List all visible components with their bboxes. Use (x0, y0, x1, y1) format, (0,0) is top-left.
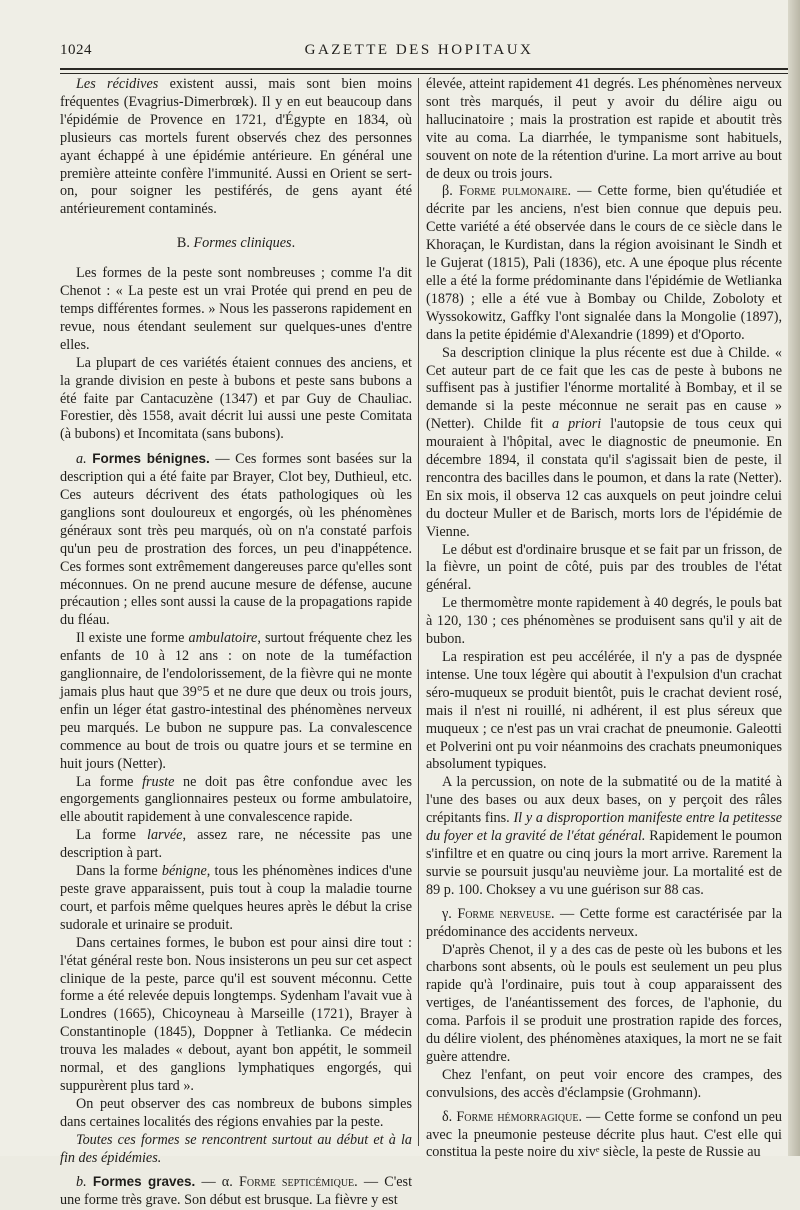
paragraph: La plupart de ces variétés étaient connues des anciens, et la grande division en peste à bubons et peste sans bubons a été faite par Cantacuzène (1347) et par Guy de Chauliac. Forestier, dès 1558, avait décrit lui aussi une peste Comitata (à bubons) et Incomitata (sans bubons). (60, 354, 412, 443)
paragraph: D'après Chenot, il y a des cas de peste où les bubons et les charbons sont absents, où le pouls est seulement un peu plus rapide qu'à l'ordinaire, puis tout à coup apparaissent des vertiges, de l'anéantissement des forces, de l'aphonie, du coma. Parfois il se produit une prostration rapide des forces, du délire violent, des phénomènes ataxiques, la mort ne se fait guère attendre. (426, 941, 782, 1065)
paragraph: a. Formes bénignes. — Ces formes sont basées sur la description qui a été faite par Brayer, Clot bey, Duthieul, etc. Ces auteurs décrivent des états pathologiques où les ganglions sont douloureux et engorgés, où les phénomènes généraux sont très peu marqués, où on n'a constaté parfois qu'un peu de prostration des forces, un peu d'inappétence. Ces formes sont extrêmement dangereuses parce qu'elles sont méconnues. On ne prend aucune mesure de défense, aucune précaution ; elles sont aussi la cause de la propagations rapide du fléau. (60, 451, 413, 629)
paragraph: Dans la forme bénigne, tous les phénomènes indices d'une peste grave apparaissent, puis tout à coup la maladie tourne court, et parfois même quelques heures après le début la crise sudorale et urinaire se produit. (60, 863, 412, 933)
paragraph: β. Forme pulmonaire. — Cette forme, bien qu'étudiée et décrite par les anciens, n'est bien connue que depuis peu. Cette variété a été observée dans le cours de ce siècle dans le Khoraçan, le Kurdistan, dans la région avoisinant le Sindh et le Gujerat (1815), Pali (1836), etc. A une époque plus récente elle a été la forme prédominante dans l'épidémie de Wetlianka (1878) ; elle a été vue à Bombay ou Childe, Zobolоty et Wyssokowitz, Gaffky l'ont signalée dans la Mongolie (1897), dans la petite épidémie d'Alexandrie (1899) et d'Oporto. (426, 183, 783, 343)
right-column (426, 76, 782, 1162)
paragraph: On peut observer des cas nombreux de bubons simples dans certaines localités des régions envahies par la peste. (60, 1095, 412, 1130)
section-heading: B. Formes cliniques. (176, 235, 296, 252)
paragraph: Les récidives existent aussi, mais sont bien moins fréquentes (Evagrius-Dimerbrœk). Il y en eut beaucoup dans l'épidémie de Provence en 1721, d'Égypte en 1834, où plusieurs cas mortels furent observés chez des personnes ayant échappé à une épidémie antérieure. En général une première atteinte confère l'immunité. Aussi en Orient se sert-on, pour soigner les pestiférés, de gens ayant été antérieurement contaminés. (60, 76, 413, 218)
paragraph: Le thermomètre monte rapidement à 40 degrés, le pouls bat à 120, 130 ; ces phénomènes se produisent sans qu'il y ait de bubon. (426, 595, 782, 648)
column-divider (418, 78, 419, 1146)
paragraph: Chez l'enfant, on peut voir encore des crampes, des convulsions, des accès d'éclampsie (Grohmann). (426, 1066, 782, 1101)
header-rule-thick (60, 68, 788, 70)
paragraph: δ. Forme hémorragique. — Cette forme se confond un peu avec la pneumonie pesteuse décrite plus haut. C'est elle qui constitua la peste noire du xivᵉ siècle, la peste de Russie au (426, 1108, 783, 1161)
paragraph: Dans certaines formes, le bubon est pour ainsi dire tout : l'état général reste bon. Nous insisterons un peu sur cet aspect clinique de la peste, parce qu'il est souvent méconnu. Cette forme a été relevée depuis longtemps. Sydenham l'avait vue à Londres (1665), Chicoyneau à Marseille (1721), Brayer à Constantinople (1845), Doppner à Tetlianka. Ce médecin trouva les malades « debout, ayant bon appétit, le sommeil normal, et des ganglions lymphatiques engorgés, qui suppurèrent plus tard ». (60, 934, 412, 1094)
paragraph: Sa description clinique la plus récente est due à Childe. « Cet auteur part de ce fait que les cas de peste à bubons ne suffisent pas à justifier l'énorme mortalité à Bombay, et il se demande si la peste méconnue ne serait pas en cause » (Netter). Childe fit a priori l'autopsie de tous ceux qui mouraient à l'hôpital, avec le diagnostic de pneumonie. En décembre 1894, il constata qu'il s'agissait bien de peste, il rencontra des bacilles dans le poumon, et dans la rate (Netter). En six mois, il observa 12 cas auxquels on peut joindre celui du docteur Muller et de Barisch, morts lors de l'épidémie de Vienne. (426, 344, 783, 540)
paragraph: A la percussion, on note de la submatité ou de la matité à l'une des bases ou aux deux bases, on y perçoit des râles crépitants fins. Il y a disproportion manifeste entre la petitesse du foyer et la gravité de l'état général. Rapidement le poumon s'infiltre et en quatre ou cinq jours la mort arrive. Rarement la survie se poursuit jusqu'au neuvième jour. La mortalité est de 89 p. 100. Choksey a vu une guérison sur 88 cas. (426, 774, 783, 898)
paragraph: γ. Forme nerveuse. — Cette forme est caractérisée par la prédominance des accidents nerveux. (426, 905, 782, 940)
paragraph: La respiration est peu accélérée, il n'y a pas de dyspnée intense. Une toux légère qui aboutit à l'expulsion d'un crachat séro-muqueux se produit bientôt, puis le crachat devient rosé, mais il n'est ni rouillé, ni adhérent, il est plus séreux que muqueux ; ce n'est pas un vrai crachat de pneumonie. Galeotti et Polverini ont pu voir néanmoins des crachats pneumoniques absolument typiques. (426, 649, 782, 773)
paragraph: Toutes ces formes se rencontrent surtout au début et à la fin des épidémies. (60, 1131, 412, 1166)
header-rule-thin (60, 73, 788, 74)
page-edge-shadow (788, 0, 800, 1156)
page-header (60, 42, 778, 64)
paragraph: b. Formes graves. — α. Forme septicémique. — C'est une forme très grave. Son début est brusque. La fièvre y est (60, 1174, 413, 1209)
paragraph: Il existe une forme ambulatoire, surtout fréquente chez les enfants de 10 à 12 ans : on note de la tuméfaction ganglionnaire, de l'endolorissement, de la fièvre qui ne monte jamais plus haut que 39°5 et ne dure que deux ou trois jours, enfin un léger état gastro-intestinal des phénomènes nerveux peu marqués. Le bubon ne suppure pas. La convalescence commence au bout de trois ou quatre jours et se termine en huit jours (Netter). (60, 630, 412, 772)
paragraph: Les formes de la peste sont nombreuses ; comme l'a dit Chenot : « La peste est un vrai Protée qui prend en peu de temps différentes formes. » Nous les passerons rapidement en revue, nous étendant seulement sur quelques-unes d'entre elles. (60, 265, 412, 353)
paragraph: La forme larvée, assez rare, ne nécessite pas une description à part. (60, 827, 412, 862)
journal-title: GAZETTE DES HOPITAUX (304, 42, 534, 58)
paragraph: La forme fruste ne doit pas être confondue avec les engorgements ganglionnaires pesteux ou forme ambulatoire, elle aboutit rapidement à une convalescence rapide. (60, 773, 412, 826)
left-column (60, 76, 412, 1210)
paragraph: élevée, atteint rapidement 41 degrés. Les phénomènes nerveux sont très marqués, il peut y avoir du délire aigu ou hallucinatoire ; mais la prostration est rapide et aboutit très vite au coma. La diarrhée, le tympanisme sont habituels, souvent on note de la rétention d'urine. La mort arrive au bout de deux ou trois jours. (426, 76, 782, 182)
page-number: 1024 (60, 42, 92, 58)
paragraph: Le début est d'ordinaire brusque et se fait par un frisson, de la fièvre, un point de côté, puis par des troubles de l'état général. (426, 541, 782, 594)
